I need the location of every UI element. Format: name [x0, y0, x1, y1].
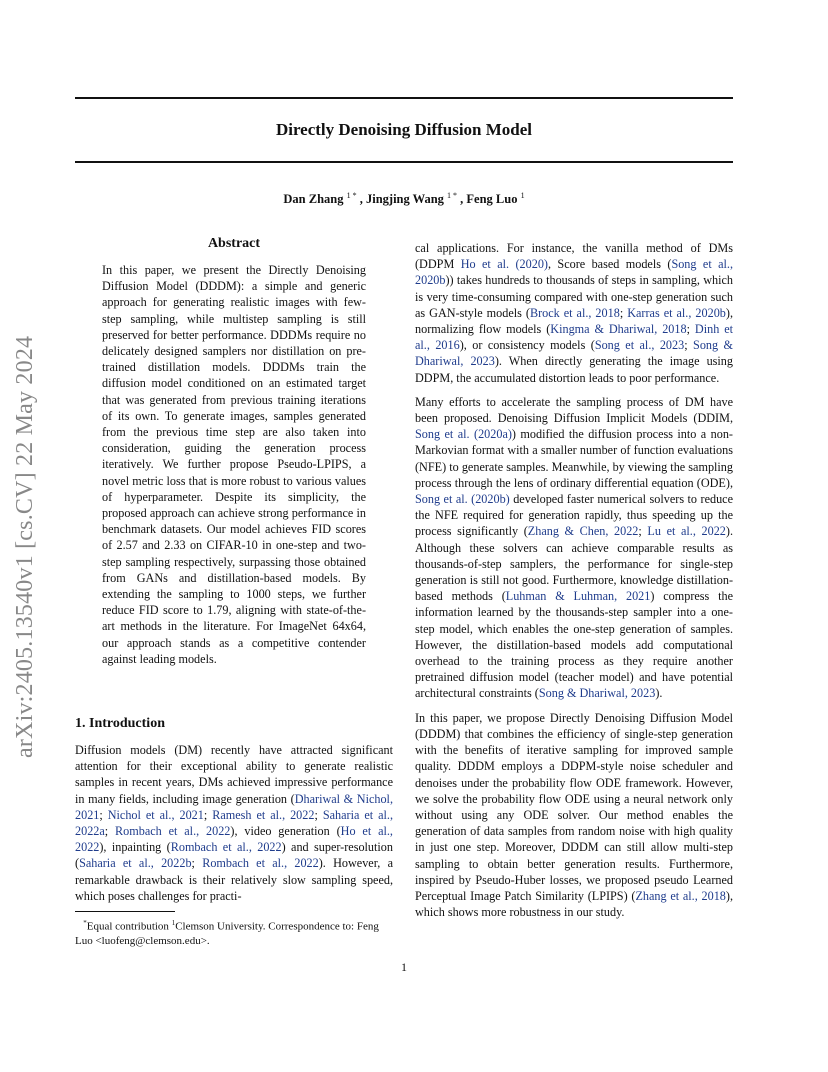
- paragraph-text: ) compress the information learned by the thousands-step sampler into a one-step model, which enables the one-step generation of samples. However, the distillation-based models add computational overhead to the training process as they require another pretrained diffusion model (teacher model) and have potential architectural constraints (: [415, 589, 734, 701]
- paragraph-text: ;: [619, 305, 628, 320]
- paragraph-text: ), normalizing flow models (: [415, 305, 733, 337]
- intro-column: [75, 742, 393, 912]
- paragraph-text: ;: [99, 807, 108, 822]
- paragraph-text: ). However, a remarkable drawback is their relatively slow sampling speed, which poses challenges for practi-: [75, 856, 394, 903]
- citation-link[interactable]: Saharia et al., 2022b: [79, 856, 192, 871]
- citation-link[interactable]: Song et al., 2023: [594, 338, 685, 353]
- citation-link[interactable]: Rombach et al., 2022: [202, 856, 319, 871]
- citation-link[interactable]: Song et al. (2020a): [415, 427, 512, 442]
- citation-link[interactable]: Saharia et al., 2022a: [75, 807, 393, 839]
- section-heading: 1. Introduction: [75, 716, 165, 731]
- author-name: Jingjing Wang: [365, 192, 444, 207]
- citation-link[interactable]: Karras et al., 2020b: [627, 305, 726, 320]
- citation-link[interactable]: Rombach et al., 2022: [115, 824, 231, 839]
- paragraph-text: ) and super-resolution (: [75, 840, 393, 871]
- paragraph-text: developed faster numerical solvers to reduce the NFE required for generation rapidly, thus speeding up the process significantly (: [415, 492, 733, 539]
- paragraph-text: ;: [686, 322, 695, 337]
- paper-title: Directly Denoising Diffusion Model: [275, 120, 533, 139]
- paragraph-text: ), video generation (: [230, 824, 341, 839]
- citation-link[interactable]: Luhman & Luhman, 2021: [505, 589, 651, 604]
- citation-link[interactable]: Nichol et al., 2021: [107, 807, 204, 822]
- paragraph: [415, 710, 733, 921]
- paragraph-text: ;: [104, 824, 116, 839]
- author-name: Feng Luo: [466, 192, 518, 207]
- citation-link[interactable]: Kingma & Dhariwal, 2018: [550, 322, 687, 337]
- page-number: 1: [401, 960, 407, 974]
- author-mark: 1: [520, 191, 525, 200]
- citation-link[interactable]: Song et al. (2020b): [415, 492, 510, 507]
- footnote-affiliation: Clemson University. Correspondence to: Feng Luo <luofeng@clemson.edu>.: [75, 920, 379, 947]
- abstract-body: In this paper, we present the Directly Denoising Diffusion Model (DDDM): a simple and generic approach for generating realistic images with few-step sampling, while multistep sampling is still preserved for better performance. DDDMs require no delicately designed samplers nor distillation on pre-trained distillation models. DDDMs train the diffusion model conditioned on an estimated target that was generated from previous training iterations of its own. To generate images, samples generated from the previous time step are also taken into consideration, guiding the generation process iteratively. We further propose Pseudo-LPIPS, a novel metric loss that is more robust to various values of hyperparameter. Despite its simplicity, the proposed approach can achieve strong performance in benchmark datasets. Our model achieves FID scores of 2.57 and 2.33 on CIFAR-10 in one-step and two-step sampling respectively, surpassing those obtained from GANs and distillation-based models. By extending the sampling to 1000 steps, we further reduce FID score to 1.79, aligning with state-of-the-art methods in the literature. For ImageNet 64x64, our approach stands as a competitive contender against leading models.: [102, 263, 366, 666]
- arxiv-stamp: arXiv:2405.13540v1 [cs.CV] 22 May 2024: [12, 335, 38, 758]
- title-bottom-rule: [75, 161, 733, 163]
- footnote-equal: Equal contribution: [86, 920, 172, 933]
- paragraph-text: ), or consistency models (: [459, 338, 595, 353]
- paragraph-text: In this paper, we propose Directly Denoising Diffusion Model (DDDM) that combines the efficiency of single-step generation with the benefits of iterative sampling for improved sample quality. DDDM employs a DDPM-style noise scheduler and denoises under the probability flow ODE framework. However, we solve the probability flow ODE using a neural network only without using any ODE solver. Our method enables the generation of data samples from random noise with high quality in just one step. Moreover, DDDM can still allow multi-step sampling to obtain better generation results. Furthermore, inspired by Pseudo-Huber losses, we proposed pseudo Learned Perceptual Image Patch Similarity (LPIPS) (: [415, 710, 733, 903]
- paragraph-text: ), inpainting (: [99, 840, 171, 855]
- abstract-heading: Abstract: [207, 236, 261, 251]
- citation-link[interactable]: Song & Dhariwal, 2023: [538, 686, 656, 701]
- paragraph-text: , Score based models (: [547, 257, 672, 272]
- paragraph-text: ;: [684, 338, 694, 353]
- citation-link[interactable]: Ramesh et al., 2022: [212, 807, 315, 822]
- citation-link[interactable]: Zhang et al., 2018: [635, 888, 726, 903]
- citation-link[interactable]: Dhariwal & Nichol, 2021: [75, 791, 393, 822]
- citation-link[interactable]: Ho et al. (2020): [460, 257, 548, 272]
- paragraph-text: ).: [655, 686, 663, 701]
- right-column: [415, 240, 733, 928]
- citation-link[interactable]: Song et al., 2020b: [415, 257, 734, 288]
- citation-link[interactable]: Dinh et al., 2016: [415, 322, 734, 353]
- author-name: Dan Zhang: [283, 192, 344, 207]
- author-mark: 1 *: [447, 191, 458, 200]
- paragraph-text: ;: [191, 856, 203, 871]
- paragraph-text: ) modified the diffusion process into a non-Markovian format with a smaller number of function evaluations (NFE) to generate samples. Meanwhile, by viewing the sampling process through the lens of ordinary differential equation (ODE),: [415, 427, 733, 490]
- author-mark: 1 *: [346, 191, 357, 200]
- footnote-rule: [75, 911, 175, 912]
- top-rule: [75, 97, 733, 99]
- paragraph-text: Many efforts to accelerate the sampling process of DM have been proposed. Denoising Diffusion Implicit Models (DDIM,: [415, 394, 733, 426]
- paragraph-text: cal applications. For instance, the vanilla method of DMs (DDPM: [415, 241, 733, 272]
- citation-link[interactable]: Rombach et al., 2022: [170, 840, 282, 855]
- citation-link[interactable]: Zhang & Chen, 2022: [527, 524, 639, 539]
- paragraph-text: ;: [314, 807, 323, 822]
- paragraph-text: Diffusion models (DM) recently have attracted significant attention for their exceptional ability to generate realistic samples in recent years, DMs achieved impressive performance in many fields, including image generation (: [75, 743, 393, 806]
- author-list: Dan Zhang $^{1 *}$ , Jingjing Wang $^{1 *}$ , Feng Luo $^1$: [283, 191, 525, 207]
- citation-link[interactable]: Ho et al., 2022: [75, 824, 393, 855]
- paragraph-text: ;: [638, 524, 648, 539]
- paragraph: [415, 394, 733, 702]
- paragraph-text: ;: [203, 807, 213, 822]
- paragraph-text: ), which shows more robustness in our study.: [415, 888, 733, 920]
- citation-link[interactable]: Song & Dhariwal, 2023: [415, 338, 734, 369]
- paragraph-text: ). Although these solvers can achieve comparable results as thousands-of-step samplers, the performance for single-step generation is still not good. Furthermore, knowledge distillation-based methods (: [415, 524, 733, 604]
- citation-link[interactable]: Lu et al., 2022: [647, 524, 726, 539]
- footnote: *Equal contribution $^1$Clemson University. Correspondence to: Feng Luo <luofeng@clemson.edu>.: [75, 919, 379, 947]
- paragraph: [75, 742, 393, 904]
- paragraph: [415, 240, 733, 386]
- paragraph-text: ). When directly generating the image using DDPM, the accumulated distortion leads to poor performance.: [415, 354, 733, 385]
- citation-link[interactable]: Brock et al., 2018: [529, 305, 620, 320]
- paragraph-text: )) takes hundreds to thousands of steps in sampling, which is very time-consuming compared with one-step generation such as GAN-style models (: [415, 273, 733, 320]
